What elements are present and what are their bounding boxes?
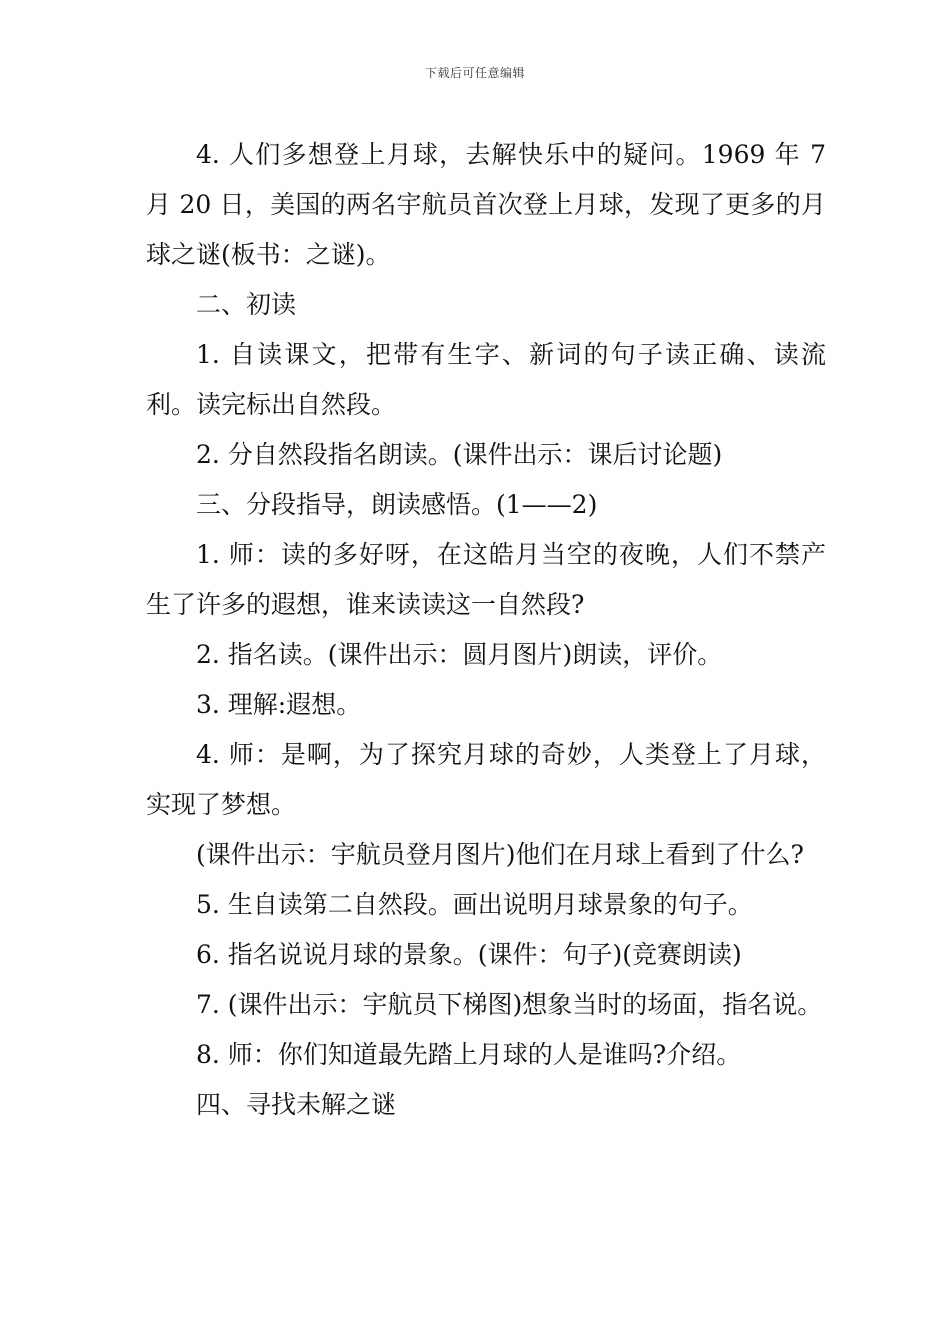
paragraph: 5. 生自读第二自然段。画出说明月球景象的句子。 xyxy=(196,890,753,919)
document-body xyxy=(146,130,826,1130)
paragraph: 7. (课件出示：宇航员下梯图)想象当时的场面，指名说。 xyxy=(196,990,823,1019)
paragraph: 1. 自读课文，把带有生字、新词的句子读正确、读流利。读完标出自然段。 xyxy=(146,340,826,419)
paragraph: 2. 指名读。(课件出示：圆月图片)朗读，评价。 xyxy=(196,640,723,669)
paragraph: 4. 人们多想登上月球，去解快乐中的疑问。1969 年 7 月 20 日，美国的两名宇航员首次登上月球，发现了更多的月球之谜(板书：之谜)。 xyxy=(146,140,826,269)
paragraph: 8. 师：你们知道最先踏上月球的人是谁吗?介绍。 xyxy=(196,1040,742,1069)
section-heading: 二、初读 xyxy=(196,290,297,319)
page-header-note: 下载后可任意编辑 xyxy=(424,66,525,80)
paragraph: 4. 师：是啊，为了探究月球的奇妙，人类登上了月球，实现了梦想。 xyxy=(146,740,826,819)
paragraph: 3. 理解:遐想。 xyxy=(196,690,362,719)
paragraph: 2. 分自然段指名朗读。(课件出示：课后讨论题) xyxy=(196,440,723,469)
paragraph: 6. 指名说说月球的景象。(课件：句子)(竞赛朗读) xyxy=(196,940,742,969)
section-heading: 四、寻找未解之谜 xyxy=(196,1090,397,1119)
paragraph: (课件出示：宇航员登月图片)他们在月球上看到了什么? xyxy=(196,840,804,869)
paragraph: 1. 师：读的多好呀，在这皓月当空的夜晚，人们不禁产生了许多的遐想，谁来读读这一自然段? xyxy=(146,540,826,619)
section-heading: 三、分段指导，朗读感悟。(1——2) xyxy=(196,490,598,519)
